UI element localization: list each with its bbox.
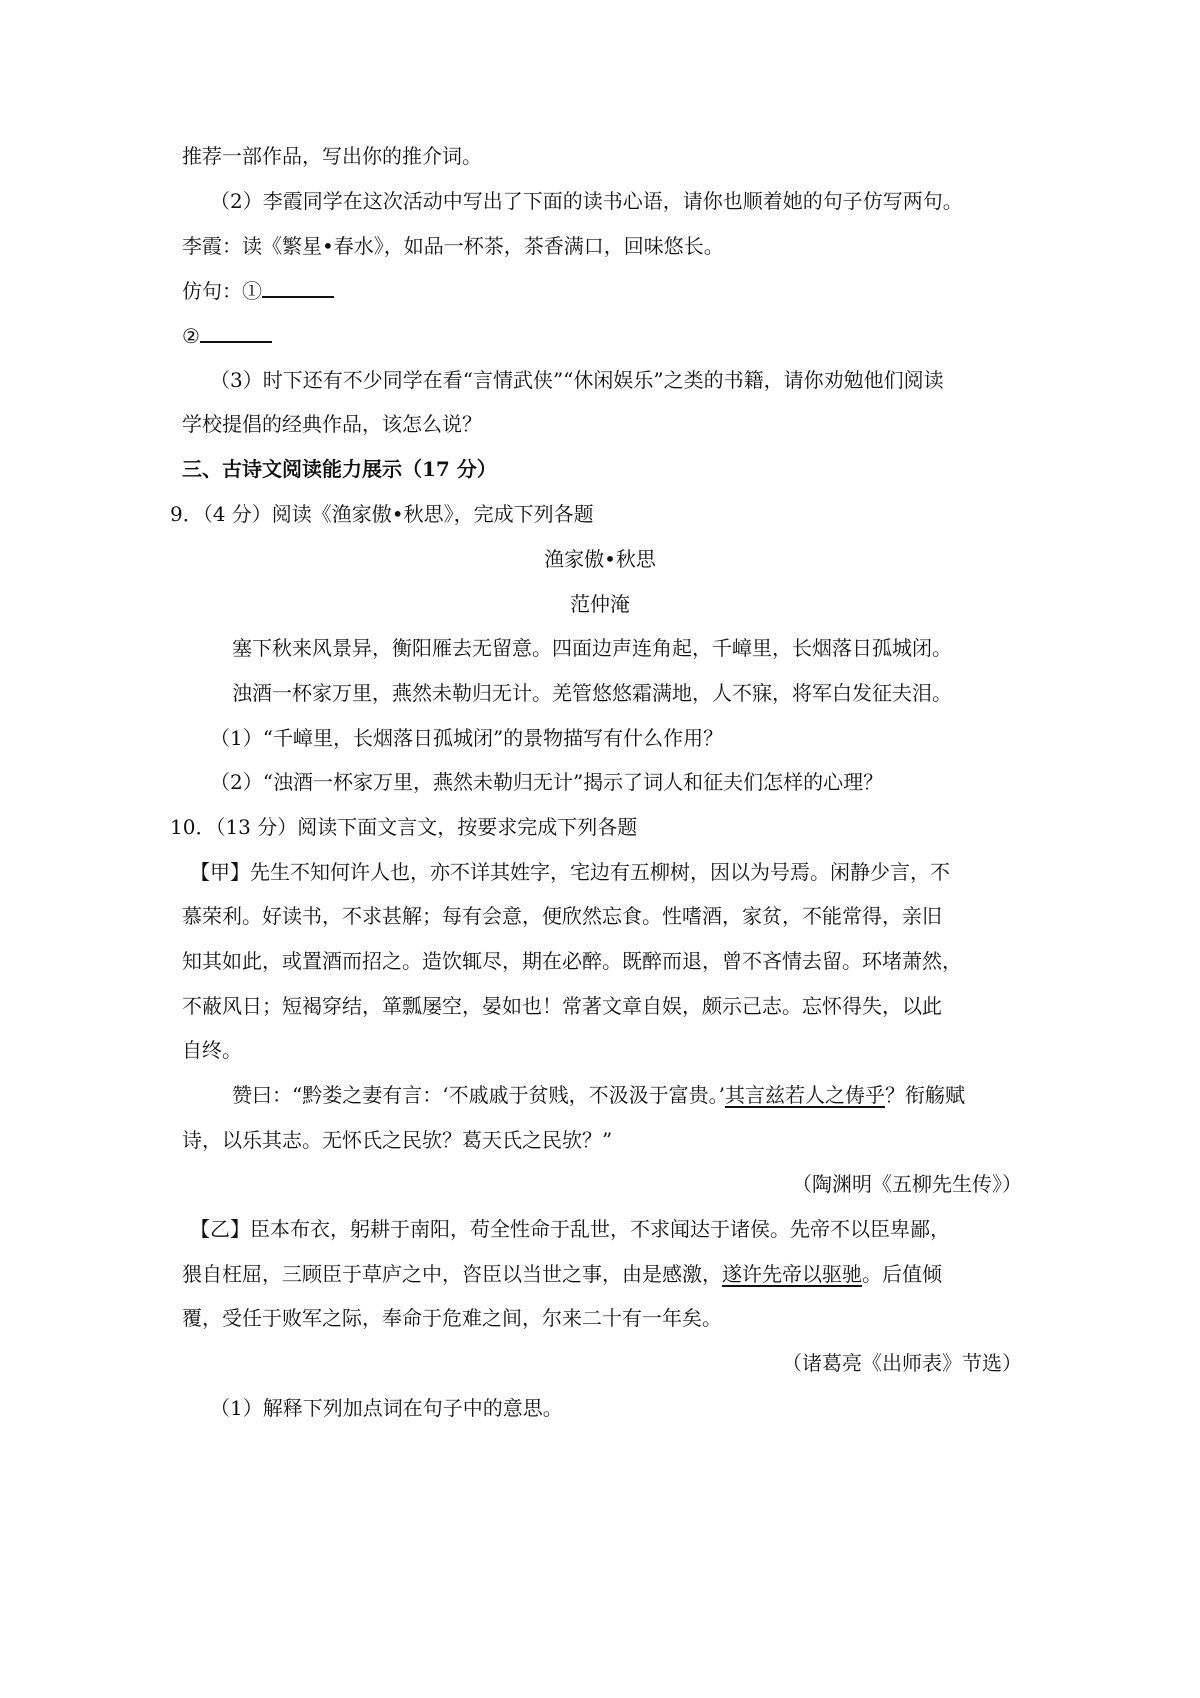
imitation-line-1 [0, 276, 1200, 305]
passage-jia-line: 【甲】先生不知何许人也，亦不详其姓字，宅边有五柳树，因以为号焉。闲静少言，不 [190, 860, 950, 884]
imitation-prefix: ② [182, 324, 200, 348]
answer-blank[interactable] [262, 276, 334, 298]
poem-author: 范仲淹 [570, 592, 630, 616]
answer-blank[interactable] [200, 321, 272, 343]
passage-yi-line: 覆，受任于败军之际，奉命于危难之间，尔来二十有一年矣。 [182, 1306, 722, 1330]
passage-jia-line: 自终。 [182, 1038, 242, 1062]
question-10: 10．（13 分）阅读下面文言文，按要求完成下列各题 [170, 815, 638, 839]
passage-jia-line: 知其如此，或置酒而招之。造饮辄尽，期在必醉。既醉而退，曾不吝情去留。环堵萧然， [182, 949, 962, 973]
question-10-1: （1）解释下列加点词在句子中的意思。 [210, 1396, 563, 1420]
question-9-1: （1）“千嶂里，长烟落日孤城闭”的景物描写有什么作用？ [210, 726, 724, 750]
passage-zan-line: 诗，以乐其志。无怀氏之民欤？葛天氏之民欤？” [182, 1128, 613, 1152]
passage-jia-line: 慕荣利。好读书，不求甚解；每有会意，便欣然忘食。性嗜酒，家贫，不能常得，亲旧 [182, 904, 942, 928]
poem-title: 渔家傲•秋思 [544, 547, 656, 571]
passage-yi-line [0, 1260, 1200, 1288]
passage-zan-line [0, 1081, 1200, 1109]
passage-yi-line: 【乙】臣本布衣，躬耕于南阳，苟全性命于乱世，不求闻达于诸侯。先帝不以臣卑鄙， [190, 1217, 950, 1241]
poem-line: 浊酒一杯家万里，燕然未勒归无计。羌管悠悠霜满地，人不寐，将军白发征夫泪。 [232, 681, 952, 705]
source-citation: （诸葛亮《出师表》节选） [782, 1351, 1022, 1375]
question-9: 9．（4 分）阅读《渔家傲•秋思》，完成下列各题 [170, 502, 594, 526]
zan-text: ？衔觞赋 [884, 1083, 965, 1107]
zan-text: 赞曰：“黔娄之妻有言：‘不戚戚于贫贱，不汲汲于富贵。’ [232, 1083, 725, 1107]
question-8-2: （2）李霞同学在这次活动中写出了下面的读书心语，请你也顺着她的句子仿写两句。 [210, 189, 963, 213]
poem-line: 塞下秋来风景异，衡阳雁去无留意。四面边声连角起，千嶂里，长烟落日孤城闭。 [232, 636, 952, 660]
yi-text: 。后值倾 [862, 1262, 942, 1286]
imitation-line-2 [0, 321, 1200, 350]
text-line: 李霞：读《繁星•春水》，如品一杯茶，茶香满口，回味悠长。 [182, 234, 724, 258]
yi-text: 猥自枉屈，三顾臣于草庐之中，咨臣以当世之事，由是感激， [182, 1262, 722, 1286]
underlined-sentence: 遂许先帝以驱驰 [722, 1262, 862, 1286]
passage-jia-line: 不蔽风日；短褐穿结，箪瓢屡空，晏如也！常著文章自娱，颇示己志。忘怀得失，以此 [182, 994, 942, 1018]
question-8-3: （3）时下还有不少同学在看“言情武侠”“休闲娱乐”之类的书籍，请你劝勉他们阅读 [210, 368, 944, 392]
text-line: 学校提倡的经典作品，该怎么说？ [182, 412, 482, 436]
underlined-sentence: 其言兹若人之俦乎 [724, 1083, 885, 1107]
imitation-prefix: 仿句：① [182, 279, 262, 303]
text-line: 推荐一部作品，写出你的推介词。 [182, 144, 482, 168]
source-citation: （陶渊明《五柳先生传》） [792, 1172, 1022, 1196]
question-9-2: （2）“浊酒一杯家万里，燕然未勒归无计”揭示了词人和征夫们怎样的心理？ [210, 770, 884, 794]
section-heading: 三、古诗文阅读能力展示（17 分） [182, 457, 497, 481]
